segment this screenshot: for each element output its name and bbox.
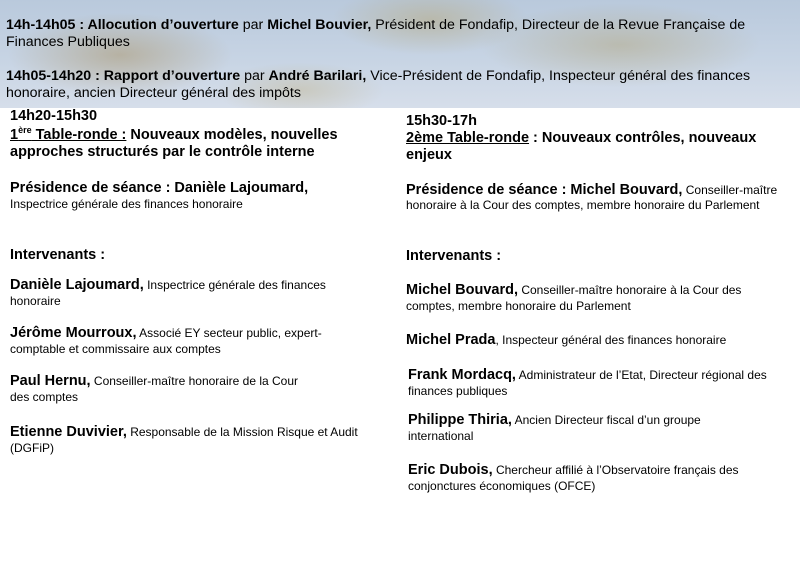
round-table-1-label-text: Table-ronde : [31, 127, 127, 143]
speaker-item [10, 374, 300, 405]
speaker-item [408, 413, 728, 444]
round-table-1-presidence-role: Inspectrice générale des finances honoraire [10, 197, 243, 211]
round-table-2-presidence [406, 183, 781, 213]
round-table-1-title [10, 127, 370, 161]
speaker-name: Frank Mordacq, [408, 367, 516, 383]
opening-report [6, 68, 796, 102]
speaker-name: Jérôme Mourroux, [10, 325, 137, 341]
speaker-role: Conseiller-maître honoraire de la Cour des comptes [10, 374, 299, 404]
speaker-item [10, 326, 360, 357]
speaker-item [10, 425, 365, 456]
round-table-2-presidence-role: Conseiller-maître honoraire à la Cour des comptes, membre honoraire du Parlement [406, 183, 778, 212]
speaker-role: Inspectrice générale des finances honoraire [10, 278, 326, 308]
speaker-role: , Inspecteur général des finances honoraire [495, 333, 727, 347]
opening-report-role: Vice-Président de Fondafip, Inspecteur général des finances honoraire, ancien Directeur général des impôts [6, 68, 751, 101]
speaker-role: Conseiller-maître honoraire à la Cour des comptes, membre honoraire du Parlement [406, 283, 742, 313]
speaker-role: Chercheur affilié à l’Observatoire français des conjonctures économiques (OFCE) [408, 463, 739, 493]
speaker-name: Eric Dubois, [408, 462, 493, 478]
opening-address-time: 14h-14h05 : Allocution d’ouverture [6, 17, 239, 33]
round-table-2-presidence-label: Présidence de séance : Michel Bouvard, [406, 182, 683, 198]
speaker-name: Paul Hernu, [10, 373, 91, 389]
round-table-2-title [406, 130, 766, 164]
opening-report-speaker: André Barilari, [268, 68, 367, 84]
speaker-role: Associé EY secteur public, expert-comptable et commissaire aux comptes [10, 326, 322, 356]
speaker-role: Responsable de la Mission Risque et Audit (DGFiP) [10, 425, 358, 455]
round-table-1-presidence: Présidence de séance : Danièle Lajoumard, [10, 180, 309, 196]
world-map-banner [0, 0, 800, 108]
opening-report-time: 14h05-14h20 : Rapport d’ouverture [6, 68, 241, 84]
speaker-role: Administrateur de l’Etat, Directeur régional des finances publiques [408, 368, 767, 398]
round-table-2-speakers-heading: Intervenants : [406, 248, 502, 264]
round-table-1-theme: Nouveaux modèles, nouvelles approches structurés par le contrôle interne [10, 127, 338, 160]
opening-address-par: par [238, 17, 268, 33]
round-table-1-label [10, 127, 126, 143]
round-table-2-label: 2ème Table-ronde [406, 130, 530, 146]
opening-address-role: Président de Fondafip, Directeur de la Revue Française de Finances Publiques [6, 17, 746, 50]
round-table-1-time: 14h20-15h30 [10, 108, 98, 124]
speaker-item [408, 463, 783, 494]
round-table-1-number: 1 [10, 127, 19, 143]
opening-address-speaker: Michel Bouvier, [267, 17, 372, 33]
round-table-1-speakers-heading: Intervenants : [10, 247, 106, 263]
opening-report-par: par [240, 68, 269, 84]
speaker-role: Ancien Directeur fiscal d’un groupe international [408, 413, 701, 443]
speaker-name: Philippe Thiria, [408, 412, 512, 428]
opening-address [6, 17, 796, 51]
speaker-item [406, 283, 781, 314]
speaker-name: Michel Prada [406, 332, 496, 348]
speaker-item [406, 333, 781, 349]
speaker-name: Danièle Lajoumard, [10, 277, 144, 293]
speaker-name: Etienne Duvivier, [10, 424, 127, 440]
round-table-2-theme: : Nouveaux contrôles, nouveaux enjeux [406, 130, 757, 163]
speaker-item [10, 278, 360, 309]
speaker-item [408, 368, 783, 399]
speaker-name: Michel Bouvard, [406, 282, 518, 298]
round-table-2-time: 15h30-17h [406, 113, 477, 129]
round-table-1-sup: ère [18, 125, 32, 136]
